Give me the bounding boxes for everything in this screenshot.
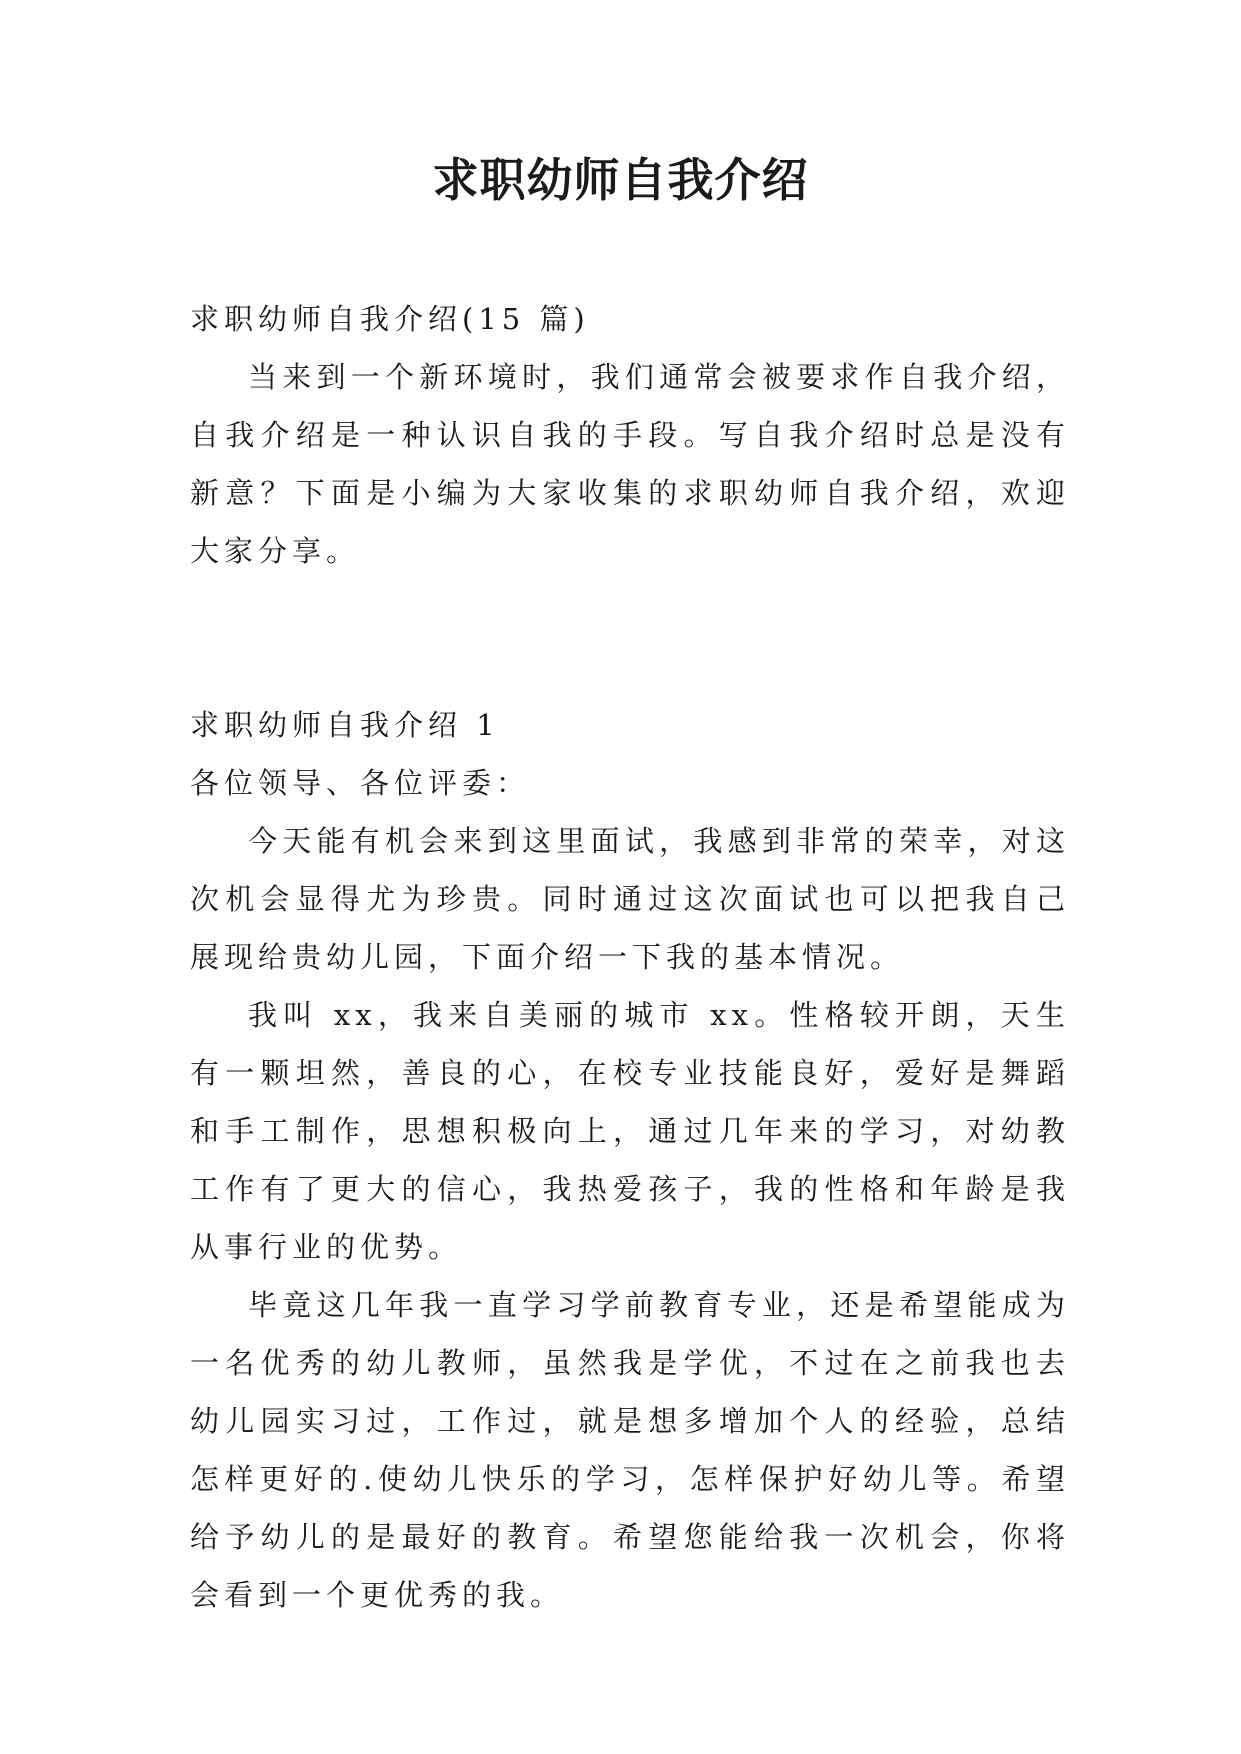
section-gap: [190, 580, 1070, 696]
body-paragraph-2: 我叫 xx，我来自美丽的城市 xx。性格较开朗，天生有一颗坦然，善良的心，在校专业技能良好，爱好是舞蹈和手工制作，思想积极向上，通过几年来的学习，对幼教工作有了更大的信心，我热爱孩子，我的性格和年龄是我从事行业的优势。: [190, 998, 1070, 1264]
section-heading: 求职幼师自我介绍 1: [190, 708, 500, 742]
salutation: 各位领导、各位评委：: [190, 766, 531, 800]
body-paragraph-1: 今天能有机会来到这里面试，我感到非常的荣幸，对这次机会显得尤为珍贵。同时通过这次面试也可以把我自己展现给贵幼儿园，下面介绍一下我的基本情况。: [190, 824, 1070, 974]
body-paragraph-3: 毕竟这几年我一直学习学前教育专业，还是希望能成为一名优秀的幼儿教师，虽然我是学优，不过在之前我也去幼儿园实习过，工作过，就是想多增加个人的经验，总结怎样更好的.使幼儿快乐的学习，怎样保护好幼儿等。希望给予幼儿的是最好的教育。希望您能给我一次机会，你将会看到一个更优秀的我。: [190, 1288, 1070, 1612]
document-title: 求职幼师自我介绍: [432, 153, 809, 207]
document-body: [190, 290, 1070, 1624]
document-subtitle: 求职幼师自我介绍(15 篇): [190, 302, 590, 336]
intro-paragraph: 当来到一个新环境时，我们通常会被要求作自我介绍，自我介绍是一种认识自我的手段。写自我介绍时总是没有新意？下面是小编为大家收集的求职幼师自我介绍，欢迎大家分享。: [190, 360, 1070, 568]
